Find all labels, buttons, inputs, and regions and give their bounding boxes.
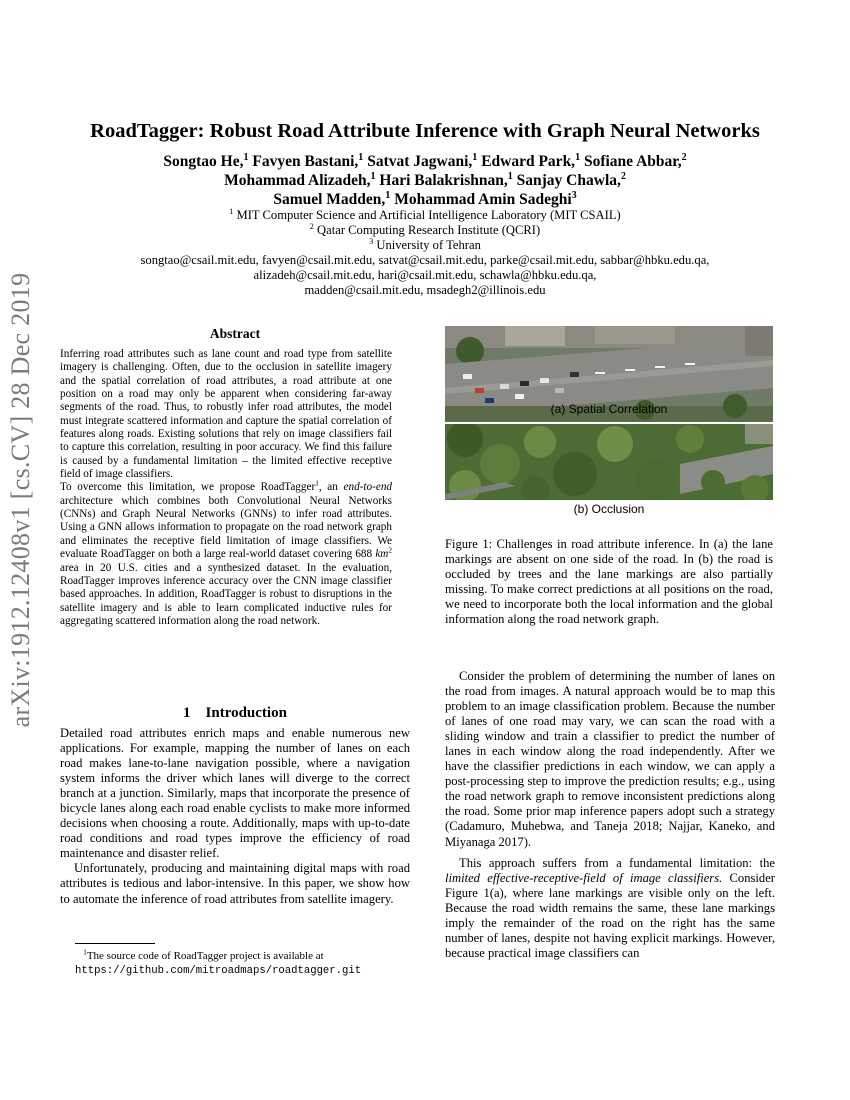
author-affil-sup: 1 (243, 151, 249, 163)
abstract-body (60, 348, 392, 628)
unit-km: km (375, 548, 389, 561)
introduction-body (60, 726, 410, 907)
affiliation-sup: 2 (309, 221, 314, 231)
author-name: Mohammad Amin Sadeghi (394, 191, 572, 208)
footnote-url[interactable]: https://github.com/mitroadmaps/roadtagger.git (75, 964, 362, 977)
author-name: Satvat Jagwani, (367, 153, 473, 170)
affiliation-line (60, 223, 790, 238)
body-text: Consider Figure 1(a), where lane markings are visible only on the left. Because the road width remains the same, these lane markings imply the remainder of the road on the right has the same number of lanes, despite not having explicit markings. However, because practical image classifiers can (445, 870, 775, 960)
arxiv-stamp-text: arXiv:1912.12408v1 [cs.CV] 28 Dec 2019 (6, 272, 35, 728)
affiliation-line (60, 208, 790, 223)
abstract-paragraph-2 (60, 481, 392, 628)
email-line: alizadeh@csail.mit.edu, hari@csail.mit.edu, schawla@hbku.edu.qa, (253, 268, 597, 282)
footnote-number: 1 (83, 948, 87, 957)
abstract-paragraph-1: Inferring road attributes such as lane count and road type from satellite imagery is challenging. Often, due to the occlusion in satellite imagery and the spatial correlation of road attributes, a road attribute at one position on a road may only be apparent when considering far-away segments of the road. Thus, to robustly infer road attributes, the model must integrate scattered information and capture the spatial correlation of features along roads. Existing solutions that rely on image classifiers fail to capture this correlation, resulting in poor accuracy. We find this failure is caused by a fundamental limitation – the limited effective receptive field of image classifiers. (60, 348, 392, 481)
body-paragraph-1: Consider the problem of determining the number of lanes on the road from images. A natural approach would be to map this problem to an image classification problem. Because the number of lanes of one road may vary, we can scan the road with a sliding window and train a classifier to predict the number of lanes in each window along the road independently. After we have the classifier predictions in each window, we can apply a post-processing step to improve the prediction results; e.g., using the road network graph to remove inconsistent predictions along the road. Some prior map inference papers adopt such a strategy (Cadamuro, Muhebwa, and Taneja 2018; Najjar, Kaneko, and Miyanaga 2017). (445, 669, 775, 849)
affiliation-sup: 1 (229, 206, 234, 216)
figure-1-caption: Figure 1: Challenges in road attribute inference. In (a) the lane markings are absent on one side of the road. In (b) the road is occluded by trees and the lane markings are also partially missing. To make correct predictions at all positions on the road, we need to incorporate both the local information and the global information along the road network graph. (445, 537, 773, 627)
footnote (75, 950, 410, 978)
author-name: Samuel Madden, (273, 191, 386, 208)
right-column-body (445, 669, 775, 961)
intro-paragraph-2: Unfortunately, producing and maintaining digital maps with road attributes is tedious and labor-intensive. In this paper, we show how to automate the inference of road attributes from satellite imagery. (60, 861, 410, 906)
author-name: Sanjay Chawla, (516, 172, 621, 189)
email-line: songtao@csail.mit.edu, favyen@csail.mit.edu, satvat@csail.mit.edu, parke@csail.mit.edu, sabbar@hbku.edu.qa, (140, 253, 710, 267)
arxiv-stamp (0, 272, 42, 728)
body-emphasis: limited effective-receptive-field of image classifiers. (445, 870, 723, 885)
author-name: Hari Balakrishnan, (379, 172, 508, 189)
affiliation-text: University of Tehran (376, 238, 481, 252)
abstract-emphasis: end-to-end (343, 481, 393, 494)
body-text: This approach suffers from a fundamental limitation: the (459, 855, 775, 870)
author-name: Mohammad Alizadeh, (224, 172, 371, 189)
abstract-text: area in 20 U.S. cities and a synthesized dataset. In the evaluation, RoadTagger improves inference accuracy over the CNN image classifier based approaches. In addition, RoadTagger is robust to disruptions in the satellite imagery and is able to learn complicated inductive rules for aggregating scattered information along the road network. (60, 561, 392, 627)
author-name: Edward Park, (481, 153, 576, 170)
affiliation-text: MIT Computer Science and Artificial Intelligence Laboratory (MIT CSAIL) (236, 208, 621, 222)
author-affil-sup: 1 (370, 170, 376, 182)
affiliations (60, 208, 790, 298)
author-name: Sofiane Abbar, (583, 153, 682, 170)
email-line: madden@csail.mit.edu, msadegh2@illinois.edu (304, 283, 546, 297)
figure-label-a: (a) Spatial Correlation (550, 402, 668, 416)
author-affil-sup: 1 (507, 170, 513, 182)
abstract-heading: Abstract (209, 326, 261, 341)
author-name: Songtao He, (163, 153, 244, 170)
figure-1b-satellite-image (445, 424, 773, 500)
footnote-text: The source code of RoadTagger project is available at (86, 950, 324, 962)
figure-label-b: (b) Occlusion (573, 502, 645, 516)
author-affil-sup: 1 (575, 151, 581, 163)
author-affil-sup: 1 (385, 189, 391, 201)
paper-title: RoadTagger: Robust Road Attribute Inference with Graph Neural Networks (90, 120, 760, 142)
intro-paragraph-1: Detailed road attributes enrich maps and enable numerous new applications. For example, mapping the number of lanes on each road makes lane-to-lane navigation possible, where a navigation system informs the driver which lanes will diverge to the correct branch at a junction. Similarly, maps that incorporate the presence of bicycle lanes along each road enable cyclists to make more informed decisions when choosing a route. Additionally, maps with up-to-date road conditions and road types improve the efficiency of road maintenance and disaster relief. (60, 726, 410, 861)
author-affil-sup: 2 (620, 170, 626, 182)
abstract-text: architecture which combines both Convolutional Neural Networks (CNNs) and Graph Neural Networks (GNNs) to infer road attributes. Using a GNN allows information to propagate on the road network graph and eliminates the receptive field limitation of image classifiers. We evaluate RoadTagger on both a large real-world dataset covering 688 (60, 494, 392, 561)
footnote-rule (75, 943, 155, 944)
body-paragraph-2 (445, 856, 775, 961)
author-affil-sup: 1 (472, 151, 478, 163)
author-affil-sup: 3 (571, 189, 577, 201)
author-line-3 (60, 190, 790, 209)
affiliation-sup: 3 (369, 236, 374, 246)
author-list (60, 152, 790, 209)
author-line-2 (60, 171, 790, 190)
author-affil-sup: 1 (358, 151, 364, 163)
section-heading-introduction: 1 Introduction (183, 705, 287, 721)
author-line-1 (60, 152, 790, 171)
affiliation-line (60, 238, 790, 253)
affiliation-text: Qatar Computing Research Institute (QCRI) (317, 223, 541, 237)
abstract-text: , an (318, 481, 344, 494)
author-name: Favyen Bastani, (252, 153, 359, 170)
abstract-text: To overcome this limitation, we propose RoadTagger (60, 481, 316, 494)
footnote-marker: 1 (315, 479, 319, 488)
author-affil-sup: 2 (681, 151, 687, 163)
unit-exponent: 2 (388, 546, 392, 555)
